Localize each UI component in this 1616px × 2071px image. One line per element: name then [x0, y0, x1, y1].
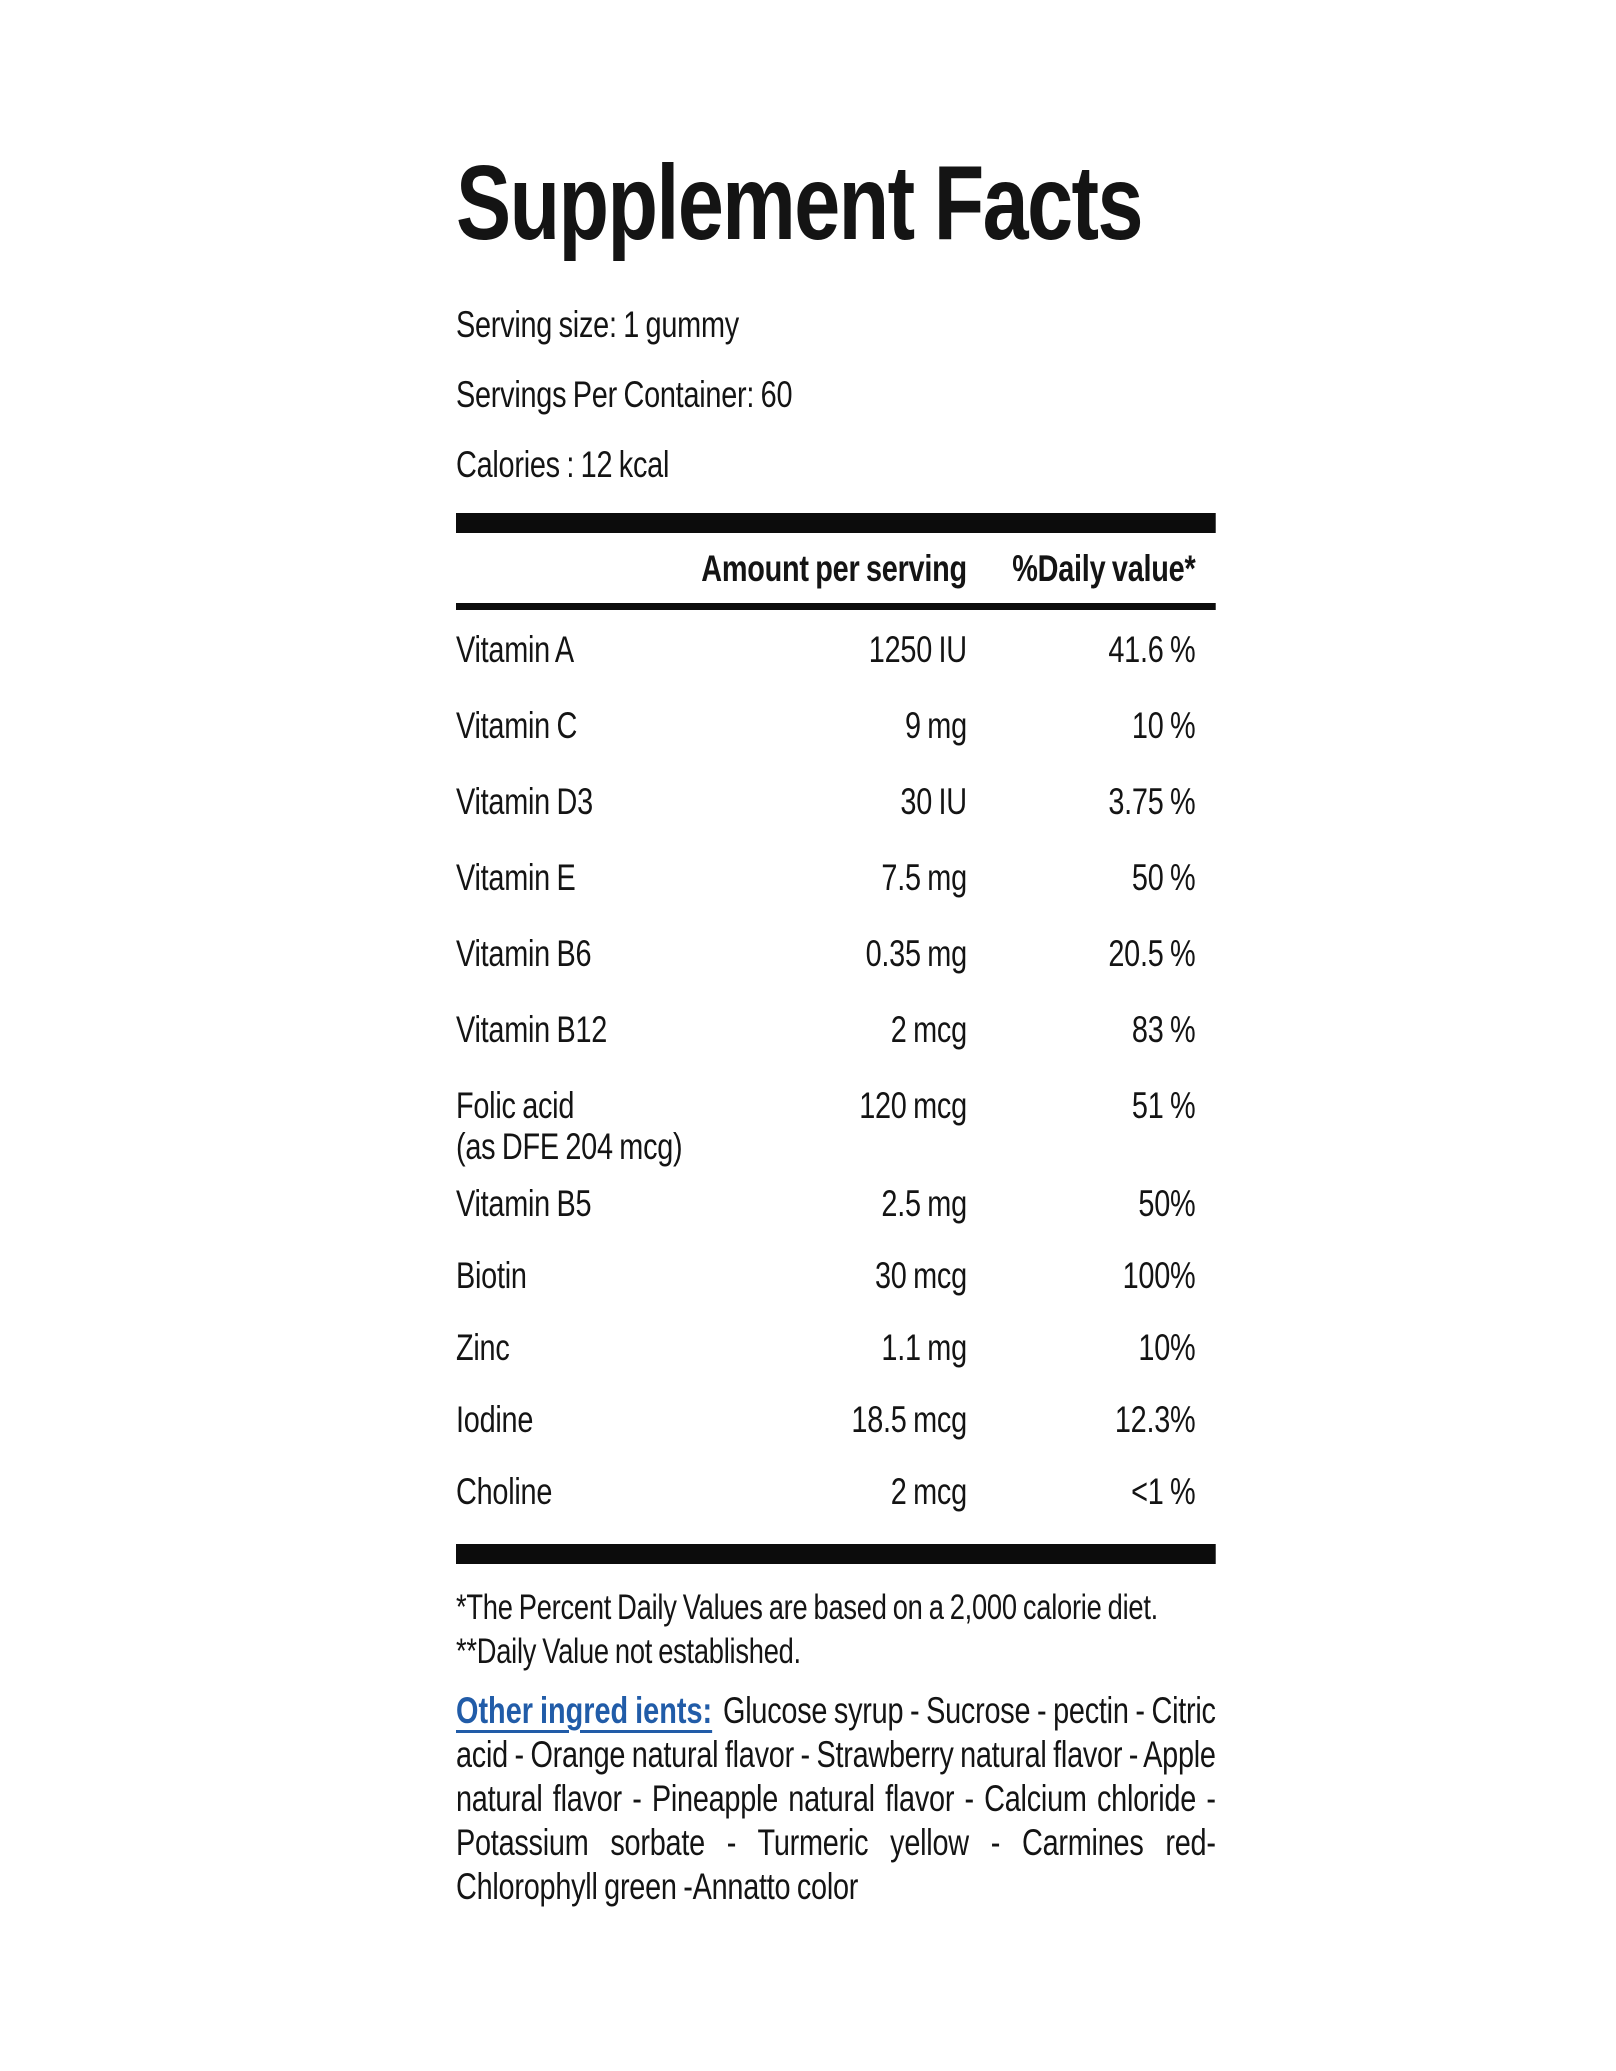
nutrient-name-cell — [456, 706, 713, 746]
bottom-divider-bar — [456, 1544, 1216, 1564]
footnote-daily-value: **Daily Value not established. — [456, 1632, 801, 1671]
nutrient-amount: 1250 IU — [868, 629, 967, 670]
top-divider-bar — [456, 513, 1216, 533]
nutrient-amount: 2.5 mg — [881, 1183, 967, 1224]
nutrient-daily-value: 50 % — [1131, 857, 1196, 898]
nutrient-daily-value: 100% — [1122, 1255, 1196, 1296]
nutrient-name-cell — [456, 1472, 713, 1512]
nutrient-name: Zinc — [456, 1327, 510, 1368]
nutrient-amount: 1.1 mg — [881, 1327, 967, 1368]
nutrient-daily-value: <1 % — [1131, 1471, 1196, 1512]
nutrient-daily-value: 83 % — [1131, 1009, 1196, 1050]
nutrient-name-cell — [456, 934, 713, 974]
nutrient-name: Iodine — [456, 1399, 534, 1440]
nutrient-name-cell — [456, 1256, 713, 1296]
footnote-calorie-diet: *The Percent Daily Values are based on a 2,000 calorie diet. — [456, 1588, 1158, 1627]
nutrient-name-cell — [456, 1184, 713, 1224]
nutrient-name-cell — [456, 858, 713, 898]
table-row — [456, 1400, 1216, 1440]
nutrient-daily-value: 50% — [1138, 1183, 1196, 1224]
nutrient-name: Vitamin A — [456, 629, 574, 670]
nutrient-amount: 7.5 mg — [881, 857, 967, 898]
nutrient-name-cell — [456, 782, 713, 822]
page-title: Supplement Facts — [456, 144, 1142, 262]
nutrient-amount: 9 mg — [904, 705, 967, 746]
table-row — [456, 706, 1216, 746]
nutrient-daily-value: 51 % — [1131, 1085, 1196, 1126]
table-row — [456, 1086, 1216, 1168]
serving-size-line: Serving size: 1 gummy — [456, 304, 739, 345]
nutrient-name: Vitamin B12 — [456, 1009, 608, 1050]
nutrient-daily-value: 20.5 % — [1108, 933, 1196, 974]
label-content — [456, 144, 1216, 1909]
nutrient-amount: 18.5 mcg — [851, 1399, 967, 1440]
nutrient-daily-value: 3.75 % — [1108, 781, 1196, 822]
nutrient-amount: 2 mcg — [890, 1009, 967, 1050]
nutrient-name-cell — [456, 630, 713, 670]
nutrient-daily-value: 10% — [1138, 1327, 1196, 1368]
nutrient-name: Vitamin E — [456, 857, 576, 898]
nutrient-name-cell — [456, 1400, 713, 1440]
header-rule — [456, 603, 1216, 610]
nutrient-amount: 2 mcg — [890, 1471, 967, 1512]
nutrient-name: Biotin — [456, 1255, 527, 1296]
servings-per-container-line: Servings Per Container: 60 — [456, 374, 793, 415]
nutrient-amount: 0.35 mg — [865, 933, 967, 974]
other-ingredients-label: Other ingred ients: — [456, 1690, 713, 1731]
nutrient-daily-value: 10 % — [1131, 705, 1196, 746]
footnotes — [456, 1586, 1216, 1674]
other-ingredients-text: Glucose syrup - Sucrose - pectin - Citric acid - Orange natural flavor - Strawberry natural flavor - Apple natural flavor - Pineapple natural flavor - Calcium chloride - Potassium sorbate - Turmeric yellow - Carmines red- Chlorophyll green -Annatto color — [456, 1690, 1216, 1907]
table-row — [456, 1184, 1216, 1224]
nutrient-subname: (as DFE 204 mcg) — [456, 1126, 683, 1167]
nutrient-daily-value: 12.3% — [1114, 1399, 1196, 1440]
nutrient-amount: 30 mcg — [874, 1255, 967, 1296]
nutrient-name: Choline — [456, 1471, 553, 1512]
nutrient-name: Vitamin C — [456, 705, 578, 746]
table-row — [456, 858, 1216, 898]
table-row — [456, 1328, 1216, 1368]
table-row — [456, 1010, 1216, 1050]
nutrient-name: Vitamin B5 — [456, 1183, 592, 1224]
header-daily-value: %Daily value* — [1012, 548, 1196, 589]
nutrient-name: Vitamin D3 — [456, 781, 593, 822]
label-panel — [456, 144, 1216, 1909]
nutrient-amount: 120 mcg — [859, 1085, 967, 1126]
nutrient-name-cell — [456, 1328, 713, 1368]
table-header — [456, 547, 1216, 591]
table-row — [456, 630, 1216, 670]
nutrient-name-cell — [456, 1086, 713, 1168]
nutrient-daily-value: 41.6 % — [1108, 629, 1196, 670]
nutrient-rows — [456, 630, 1216, 1512]
nutrient-amount: 30 IU — [900, 781, 967, 822]
nutrient-name: Folic acid — [456, 1085, 575, 1126]
table-row — [456, 782, 1216, 822]
nutrient-name-cell — [456, 1010, 713, 1050]
nutrient-name: Vitamin B6 — [456, 933, 592, 974]
other-ingredients — [456, 1689, 1216, 1909]
header-amount-per-serving: Amount per serving — [701, 548, 967, 589]
table-row — [456, 934, 1216, 974]
table-row — [456, 1256, 1216, 1296]
calories-line: Calories : 12 kcal — [456, 444, 670, 485]
table-row — [456, 1472, 1216, 1512]
